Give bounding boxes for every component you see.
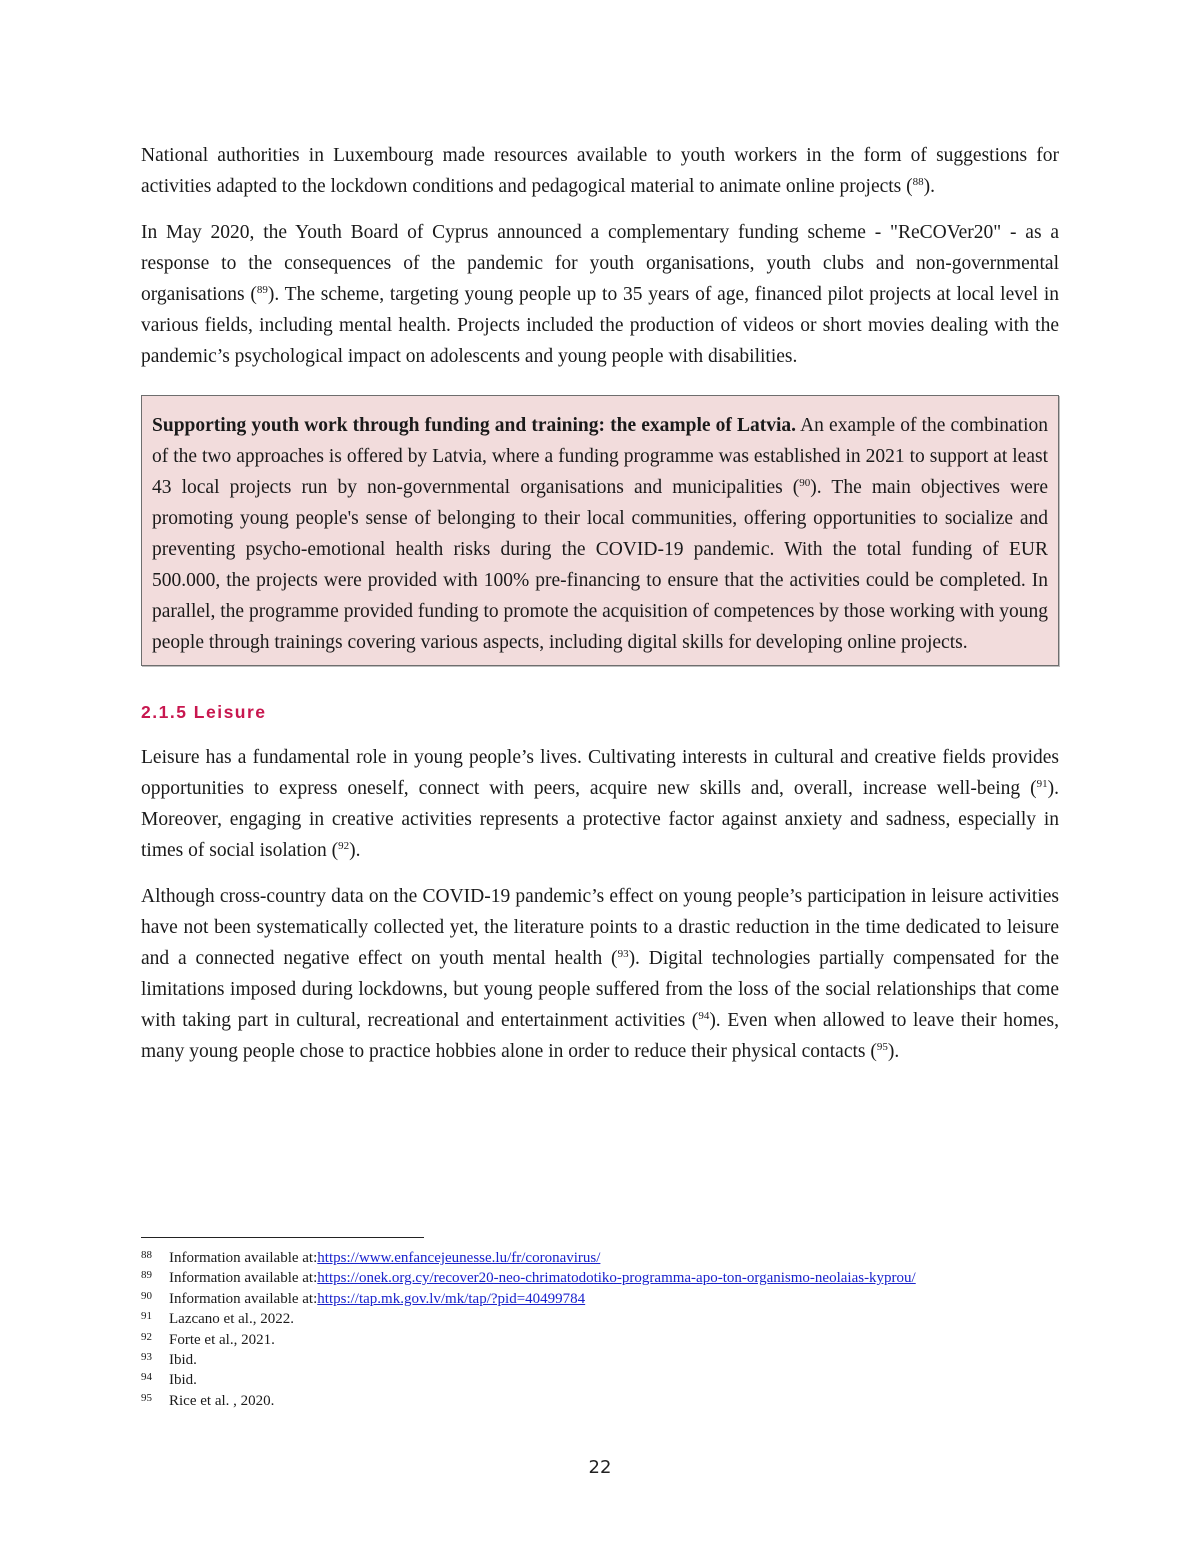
footnote-number: 88 xyxy=(141,1249,152,1261)
footnote-number: 91 xyxy=(141,1310,152,1323)
page-number: 22 xyxy=(588,1457,612,1478)
footnote-item: 93 Ibid. xyxy=(141,1350,1071,1370)
footnote-item: 88 Information available at: https://www.enfancejeunesse.lu/fr/coronavirus/ xyxy=(141,1248,1071,1268)
footnote-number: 93 xyxy=(141,1351,152,1364)
footnote-ref-90[interactable]: 90 xyxy=(799,477,811,489)
paragraph-leisure-covid: Although cross-country data on the COVID-19 pandemic’s effect on young people’s participation in leisure activities have not been systematically collected yet, the literature points to a drastic reduction in the time dedicated to leisure and a connected negative effect on youth mental health ($^{93}$). Digital technologies partially compensated for the limitations imposed during lockdowns, but young people suffered from the loss of the social relationships that come with taking part in cultural, recreational and entertainment activities ($^{94}$). Even when allowed to leave their homes, many young people chose to practice hobbies alone in order to reduce their physical contacts ($^{95}$). xyxy=(141,886,1059,1062)
footnote-ref-95[interactable]: 95 xyxy=(876,1041,888,1053)
paragraph-luxembourg: National authorities in Luxembourg made resources available to youth workers in the form of suggestions for activities adapted to the lockdown conditions and pedagogical material to animate online projects ($^{88}$). xyxy=(141,145,1059,197)
footnote-item: 92 Forte et al., 2021. xyxy=(141,1330,1071,1350)
footnote-link[interactable]: https://www.enfancejeunesse.lu/fr/coronavirus/ xyxy=(317,1250,601,1266)
footnote-item: 91 Lazcano et al., 2022. xyxy=(141,1309,1071,1329)
footnote-number: 89 xyxy=(141,1269,152,1282)
footnote-separator xyxy=(141,1237,424,1238)
latvia-example-box xyxy=(141,395,1059,666)
footnote-number: 92 xyxy=(141,1330,152,1343)
footnote-item: 94 Ibid. xyxy=(141,1370,1071,1390)
footnote-ref-94[interactable]: 94 xyxy=(698,1010,710,1022)
page-content xyxy=(141,140,1059,1067)
paragraph-cyprus: In May 2020, the Youth Board of Cyprus announced a complementary funding scheme - "ReCOVer20" - as a response to the consequences of the pandemic for youth organisations, youth clubs and non-governmental organisations ($^{89}$). The scheme, targeting young people up to 35 years of age, financed pilot projects at local level in various fields, including mental health. Projects included the production of videos or short movies dealing with the pandemic’s psychological impact on adolescents and young people with disabilities. xyxy=(141,222,1059,367)
latvia-box-title: Supporting youth work through funding and training: the example of Latvia. xyxy=(152,415,797,436)
footnote-ref-88[interactable]: 88 xyxy=(912,176,924,188)
footnote-ref-93[interactable]: 93 xyxy=(617,948,629,960)
paragraph-leisure-role: Leisure has a fundamental role in young people’s lives. Cultivating interests in cultural and creative fields provides opportunities to express oneself, connect with peers, acquire new skills and, overall, increase well-being ($^{91}$). Moreover, engaging in creative activities represents a protective factor against anxiety and sadness, especially in times of social isolation ($^{92}$). xyxy=(141,747,1059,861)
footnote-item: 90 Information available at: https://tap.mk.gov.lv/mk/tap/?pid=40499784 xyxy=(141,1289,1071,1309)
footnote-number: 94 xyxy=(141,1371,152,1384)
footnote-ref-92[interactable]: 92 xyxy=(338,840,350,852)
footnotes xyxy=(141,1248,1071,1411)
footnote-ref-91[interactable]: 91 xyxy=(1036,778,1048,790)
footnote-link[interactable]: https://tap.mk.gov.lv/mk/tap/?pid=40499784 xyxy=(317,1290,586,1307)
section-heading-leisure: 2.1.5 Leisure xyxy=(141,702,267,722)
footnote-item: 95 Rice et al. , 2020. xyxy=(141,1391,1071,1411)
footnote-item: 89 Information available at: https://onek.org.cy/recover20-neo-chrimatodotiko-programma-apo-ton-organismo-neolaias-kyprou/ xyxy=(141,1268,1071,1288)
footnote-number: 95 xyxy=(141,1391,152,1404)
latvia-box-text: Supporting youth work through funding and training: the example of Latvia. An example of the combination of the two approaches is offered by Latvia, where a funding programme was established in 2021 to support at least 43 local projects run by non-governmental organisations and municipalities ($^{90}$). The main objectives were promoting young people's sense of belonging to their local communities, offering opportunities to socialize and preventing psycho-emotional health risks during the COVID-19 pandemic. With the total funding of EUR 500.000, the projects were provided with 100% pre-financing to ensure that the activities could be completed. In parallel, the programme provided funding to promote the acquisition of competences by those working with young people through trainings covering various aspects, including digital skills for developing online projects. xyxy=(152,415,1049,653)
footnote-link[interactable]: https://onek.org.cy/recover20-neo-chrimatodotiko-programma-apo-ton-organismo-neolaias-kyprou/ xyxy=(317,1270,916,1287)
footnote-number: 90 xyxy=(141,1289,152,1302)
footnote-ref-89[interactable]: 89 xyxy=(256,284,268,296)
